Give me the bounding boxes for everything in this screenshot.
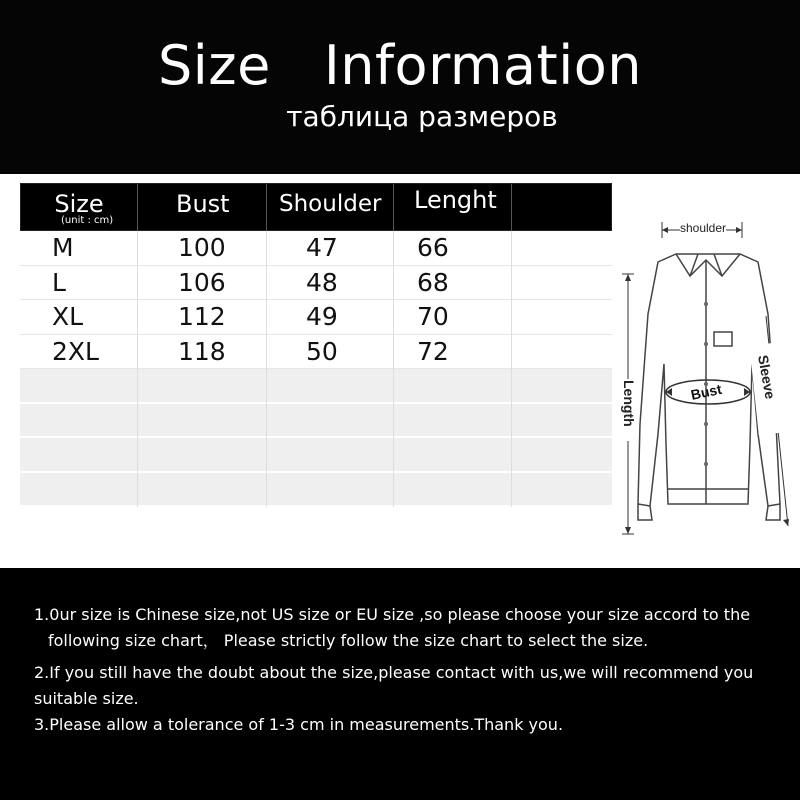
note-2-line-1: 2.If you still have the doubt about the size,please contact with us,we will recommend you: [34, 663, 754, 682]
shoulder-dimension: [662, 220, 742, 238]
column-divider: [393, 231, 394, 507]
header-size: [21, 184, 138, 232]
cell-shoulder: 50: [306, 336, 338, 366]
empty-row: [20, 404, 612, 439]
table-row: [20, 335, 612, 370]
size-table: [20, 183, 612, 507]
page-subtitle: таблица размеров: [286, 100, 558, 133]
empty-row: [20, 438, 612, 473]
length-label: Length: [621, 380, 637, 427]
empty-row: [20, 369, 612, 404]
cell-shoulder: 49: [306, 302, 338, 331]
header-shoulder: Shoulder: [267, 184, 394, 232]
cell-length: 66: [417, 233, 449, 262]
length-dimension: [620, 274, 637, 534]
shoulder-label: shoulder: [679, 221, 727, 235]
sleeve-dimension: [749, 316, 789, 526]
column-divider: [511, 231, 512, 507]
column-divider: [266, 231, 267, 507]
table-row: [20, 231, 612, 266]
cell-size: 2XL: [52, 336, 99, 366]
note-1-line-2: following size chart， Please strictly follow the size chart to select the size.: [48, 631, 649, 650]
cell-bust: 118: [178, 336, 226, 366]
cell-shoulder: 47: [306, 233, 338, 262]
note-2: [34, 660, 774, 712]
header-length: Lenght: [394, 184, 512, 232]
empty-row: [20, 473, 612, 508]
cell-length: 72: [417, 336, 449, 366]
note-3: 3.Please allow a tolerance of 1-3 cm in measurements.Thank you.: [34, 715, 564, 734]
header-blank: [512, 184, 613, 232]
cell-size: M: [52, 233, 74, 262]
header-size-label: Size: [54, 190, 104, 218]
shirt-diagram: [618, 204, 800, 564]
header-bust: Bust: [138, 184, 267, 232]
note-1-line-1: 1.0ur size is Chinese size,not US size or EU size ,so please choose your size accord to the: [34, 605, 751, 624]
cell-bust: 112: [178, 302, 226, 331]
table-row: [20, 266, 612, 301]
table-header: [20, 183, 612, 231]
bust-dimension: [666, 380, 750, 404]
size-chart-section: [0, 174, 800, 568]
cell-shoulder: 48: [306, 267, 338, 297]
sleeve-label: Sleeve: [755, 353, 779, 401]
header-band: [0, 0, 800, 174]
cell-length: 70: [417, 302, 449, 331]
note-1: [34, 602, 774, 654]
unit-note: (unit : cm): [61, 215, 114, 226]
cell-size: L: [52, 267, 66, 297]
table-row: [20, 300, 612, 335]
page-title: Size Information: [158, 34, 642, 97]
column-divider: [137, 231, 138, 507]
notes-band: [0, 568, 800, 800]
cell-length: 68: [417, 267, 449, 297]
cell-bust: 100: [178, 233, 226, 262]
note-2-line-2: suitable size.: [34, 689, 139, 708]
bust-label: Bust: [689, 380, 724, 403]
cell-bust: 106: [178, 267, 226, 297]
cell-size: XL: [52, 302, 84, 331]
